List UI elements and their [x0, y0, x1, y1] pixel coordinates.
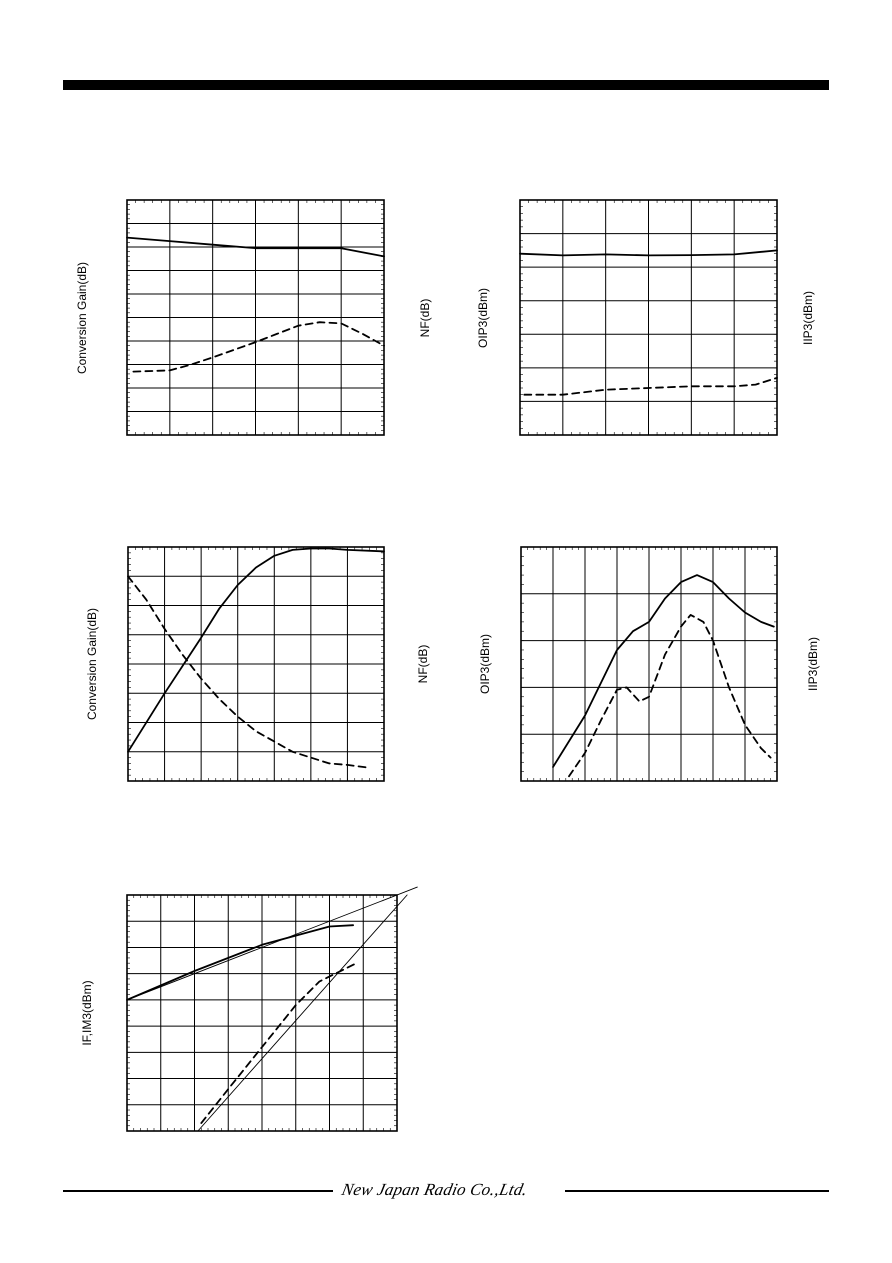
y-axis-label-left: Conversion Gain(dB): [85, 607, 99, 721]
series-line-solid-0: [128, 549, 384, 752]
series-line-dashed-1: [524, 378, 777, 395]
y-axis-label-left: OIP3(dBm): [478, 633, 492, 695]
header-rule: [63, 80, 829, 90]
y-axis-label-left: OIP3(dBm): [476, 287, 490, 349]
y-axis-label-right: NF(dB): [416, 644, 430, 684]
y-axis-label-right: NF(dB): [418, 298, 432, 338]
chart-oip3-iip3-2: [521, 547, 777, 781]
y-axis-label-right: IIP3(dBm): [806, 636, 820, 692]
series-line-thin-2: [127, 887, 417, 1000]
series-line-solid-0: [553, 575, 774, 767]
footer-rule-right: [565, 1190, 829, 1192]
chart-oip3-iip3-1: [520, 200, 777, 435]
series-line-dashed-1: [569, 615, 771, 776]
chart-gain-nf-2: [128, 547, 384, 781]
series-line-dashed-1: [201, 963, 356, 1123]
y-axis-label-left: IF,IM3(dBm): [80, 980, 94, 1046]
series-line-thin-3: [198, 895, 407, 1131]
company-logo-text: New Japan Radio Co.,Ltd.: [340, 1180, 530, 1199]
y-axis-label-right: IIP3(dBm): [801, 290, 815, 346]
footer-rule-left: [63, 1190, 333, 1192]
chart-if-im3: [127, 895, 397, 1131]
chart-gain-nf-1: [127, 200, 384, 435]
y-axis-label-left: Conversion Gain(dB): [75, 261, 89, 375]
